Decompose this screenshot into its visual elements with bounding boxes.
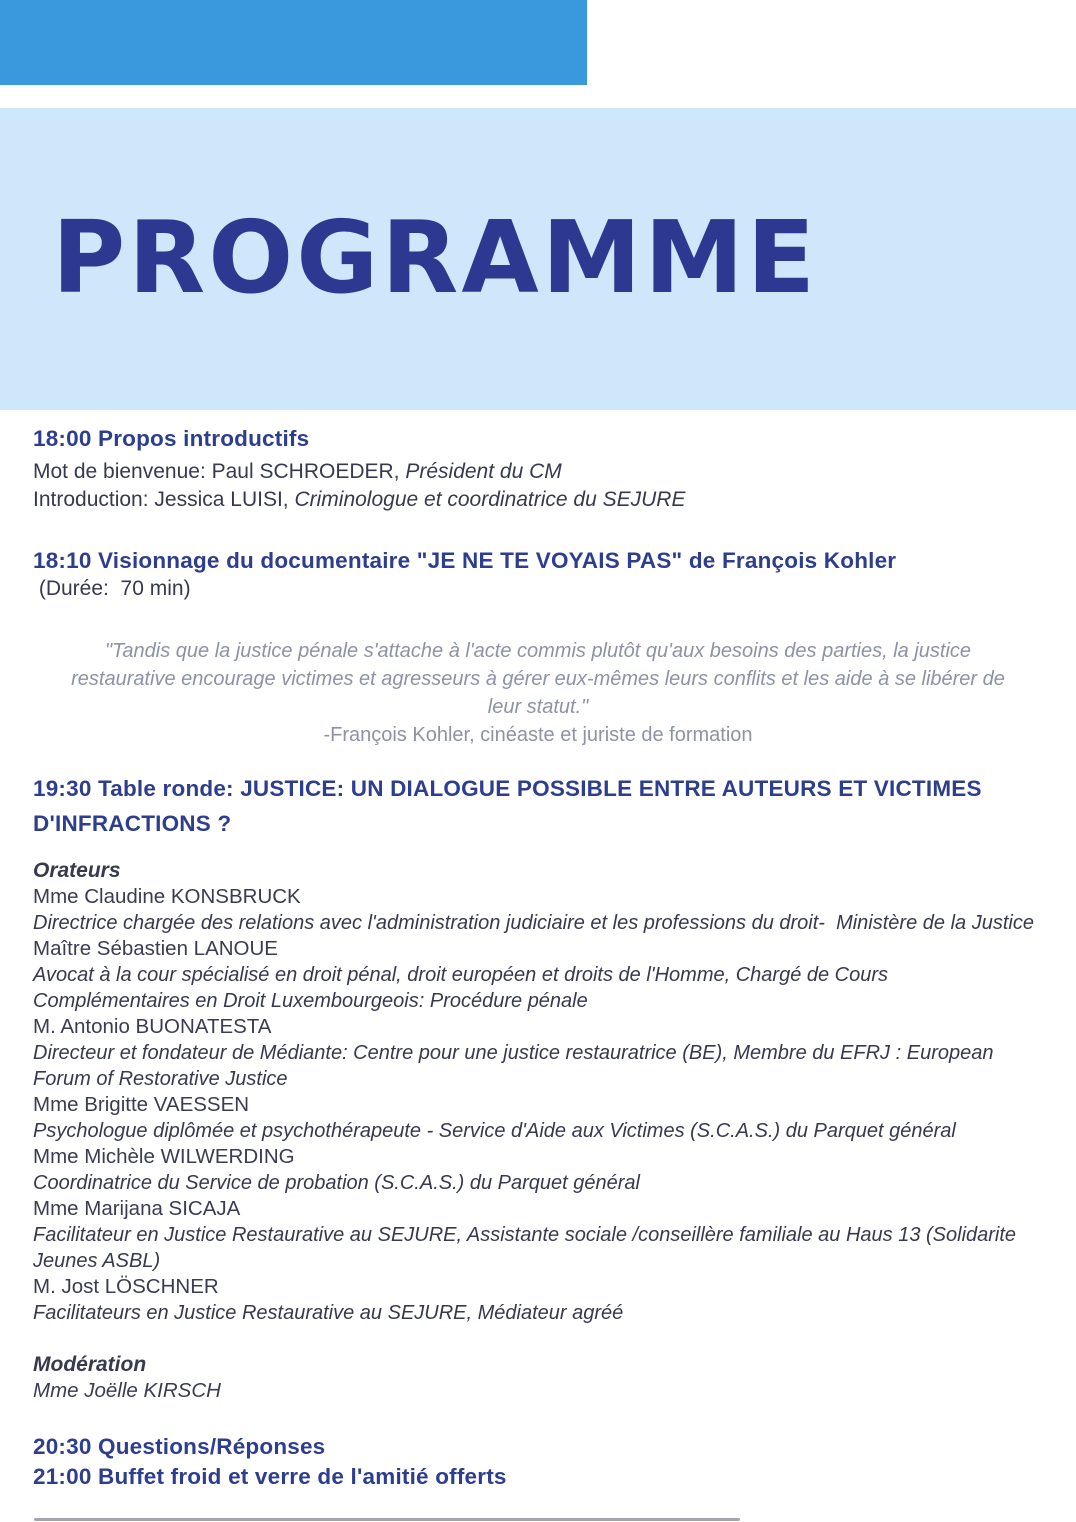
introduction-text: Introduction: Jessica LUISI, [33, 488, 295, 511]
speaker-name: Maître Sébastien LANOUE [33, 937, 278, 960]
session-heading-buffet: 21:00 Buffet froid et verre de l'amitié offerts [33, 1464, 507, 1489]
moderation-label: Modération [33, 1353, 147, 1376]
session-heading-screening: 18:10 Visionnage du documentaire "JE NE TE VOYAIS PAS" de François Kohler [33, 548, 897, 573]
speaker-name: M. Antonio BUONATESTA [33, 1015, 272, 1038]
page-title: PROGRAMME [52, 199, 819, 316]
intro-introduction-line [33, 486, 1043, 514]
film-quote-block [68, 637, 1008, 749]
screening-duration: (Durée: 70 min) [33, 577, 191, 600]
speakers-list [33, 884, 1043, 1326]
session-heading-roundtable: 19:30 Table ronde: JUSTICE: UN DIALOGUE POSSIBLE ENTRE AUTEURS ET VICTIMES D'INFRACTIONS ? [33, 776, 982, 836]
bottom-cutoff-text-artifact [34, 1518, 740, 1521]
speaker-name: Mme Marijana SICAJA [33, 1197, 241, 1220]
welcome-text: Mot de bienvenue: Paul SCHROEDER, [33, 460, 406, 483]
speaker-role: Directrice chargée des relations avec l'administration judiciaire et les professions du droit- Ministère de la Justice [33, 912, 1034, 934]
moderator-name: Mme Joëlle KIRSCH [33, 1379, 221, 1402]
speaker-name: M. Jost LÖSCHNER [33, 1275, 219, 1298]
speaker-role: Facilitateurs en Justice Restaurative au SEJURE, Médiateur agréé [33, 1302, 624, 1324]
hero-band [0, 108, 1076, 410]
introduction-role-italic: Criminologue et coordinatrice du SEJURE [294, 488, 686, 511]
speaker-role: Psychologue diplômée et psychothérapeute - Service d'Aide aux Victimes (S.C.A.S.) du Parquet général [33, 1120, 956, 1142]
session-heading-intro: 18:00 Propos introductifs [33, 426, 310, 451]
programme-content [33, 425, 1043, 1492]
film-quote-text: "Tandis que la justice pénale s'attache à l'acte commis plutôt qu'aux besoins des parties, la justice restaurative encourage victimes et agresseurs à gérer eux-mêmes leurs conflits et les aide à se libérer de leur statut." [71, 640, 1005, 718]
speaker-name: Mme Michèle WILWERDING [33, 1145, 295, 1168]
speaker-role: Directeur et fondateur de Médiante: Centre pour une justice restauratrice (BE), Membre du EFRJ : European Forum of Restorative Justice [33, 1042, 1000, 1090]
intro-welcome-line [33, 458, 1043, 486]
speaker-role: Facilitateur en Justice Restaurative au SEJURE, Assistante sociale /conseillère familiale au Haus 13 (Solidarite Jeunes ASBL) [33, 1224, 1022, 1272]
top-blue-bar [0, 0, 587, 85]
speaker-role: Avocat à la cour spécialisé en droit pénal, droit européen et droits de l'Homme, Chargé de Cours Complémentaires en Droit Luxembourgeois: Procédure pénale [33, 964, 894, 1012]
film-quote-attribution: -François Kohler, cinéaste et juriste de formation [323, 724, 753, 746]
speaker-name: Mme Brigitte VAESSEN [33, 1093, 250, 1116]
speakers-label: Orateurs [33, 859, 121, 882]
speaker-role: Coordinatrice du Service de probation (S.C.A.S.) du Parquet général [33, 1172, 641, 1194]
speaker-name: Mme Claudine KONSBRUCK [33, 885, 301, 908]
welcome-role-italic: Président du CM [405, 460, 562, 483]
session-heading-questions: 20:30 Questions/Réponses [33, 1434, 326, 1459]
